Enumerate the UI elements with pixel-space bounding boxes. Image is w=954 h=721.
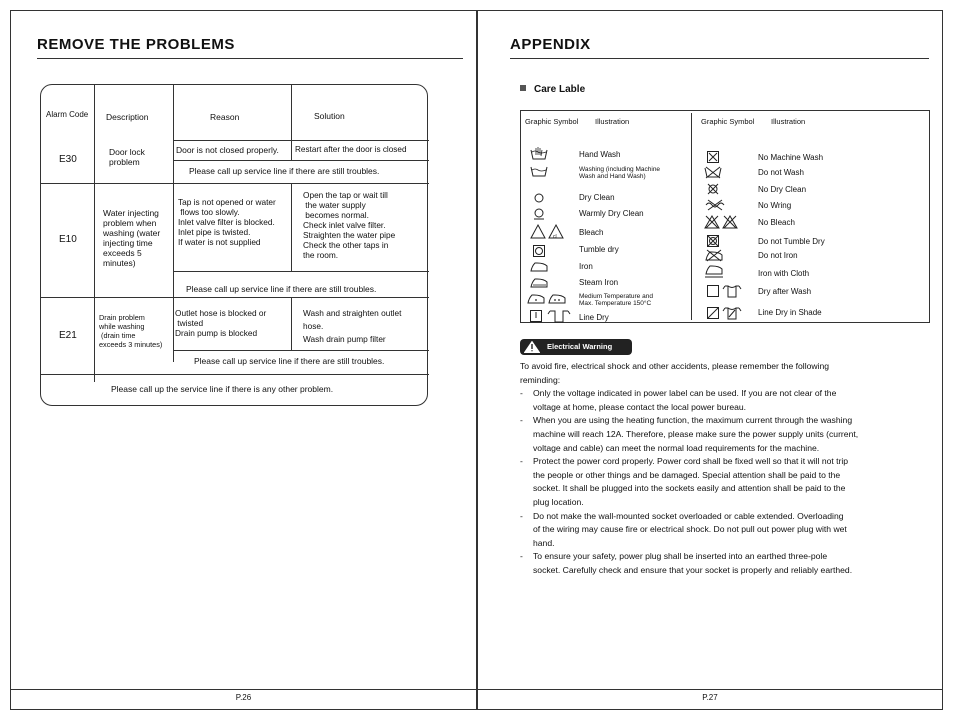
problem-description: Water injecting problem when washing (water injecting time exceeds 5 minutes) [103, 208, 161, 268]
no-machine-wash-icon [707, 151, 719, 163]
page-heading: APPENDIX [510, 36, 591, 53]
problem-solution: Open the tap or wait till the water supply becomes normal. Check inlet valve filter. Straighten the water pipe Check the other taps in the room. [303, 190, 396, 260]
care-item-label: Do not Iron [758, 251, 798, 260]
column-divider [691, 113, 692, 320]
page-number: P.26 [235, 693, 252, 702]
dry-clean-icon [534, 193, 544, 203]
care-item-label: Line Dry [579, 313, 609, 322]
table-divider [173, 160, 429, 161]
warning-text [520, 360, 915, 578]
troubleshooting-table [40, 84, 428, 406]
page-number: P.27 [702, 693, 718, 702]
alarm-code: E30 [59, 154, 77, 165]
care-item-label: Medium Temperature and Max. Temperature 150°C [579, 293, 653, 307]
alarm-code: E21 [59, 330, 77, 341]
warning-item: - Only the voltage indicated in power label can be used. If you are not clear of the voltage at home, please contact the local power bureau. [520, 388, 837, 412]
warning-item: - Protect the power cord properly. Power cord shall be fixed well so that it will not trip the people or other things and be damaged. Special attention shall be paid to the socket. It shall be plugged into the sockets easily and attention shall be paid to the plug location. [520, 456, 849, 507]
do-not-wash-icon [705, 167, 721, 178]
table-divider [291, 85, 292, 160]
care-item-label: Washing (including Machine Wash and Hand Wash) [579, 166, 661, 180]
table-divider [173, 85, 174, 362]
header-description: Description [106, 112, 149, 122]
page-heading: REMOVE THE PROBLEMS [37, 36, 235, 53]
service-note: Please call up service line if there are still troubles. [186, 284, 377, 294]
care-item-label: Iron with Cloth [758, 269, 810, 278]
dry-after-wash-icon [707, 285, 741, 298]
footer-rule [478, 689, 942, 690]
care-item-label: Hand Wash [579, 150, 621, 159]
service-note: Please call up service line if there are still troubles. [194, 356, 385, 366]
header-reason: Reason [210, 112, 240, 122]
heading-rule [510, 58, 929, 59]
table-divider [41, 183, 173, 184]
line-dry-in-shade-icon [707, 307, 741, 320]
table-divider [41, 374, 429, 375]
col-graphic-symbol: Graphic Symbol [525, 117, 579, 126]
warm-dry-clean-icon [533, 208, 545, 220]
heading-rule [37, 58, 463, 59]
do-not-tumble-dry-icon [707, 235, 719, 247]
care-item-label: Bleach [579, 228, 604, 237]
tumble-dry-icon [533, 245, 545, 257]
do-not-iron-icon [705, 250, 723, 261]
care-item-label: Dry Clean [579, 193, 615, 202]
care-item-label: Dry after Wash [758, 287, 812, 296]
header-alarm-code: Alarm Code [46, 110, 89, 119]
left-page [10, 10, 477, 710]
care-item-label: Iron [579, 262, 593, 271]
care-item-label: Steam Iron [579, 278, 619, 287]
care-item-label: Do not Wash [758, 168, 804, 177]
col-graphic-symbol: Graphic Symbol [701, 117, 755, 126]
table-divider [173, 140, 429, 141]
table-divider [94, 85, 95, 382]
col-illustration: Illustration [771, 117, 806, 126]
problem-description: Door lock problem [109, 147, 145, 167]
table-footer-note: Please call up the service line if there is any other problem. [111, 384, 334, 394]
care-item-label: Line Dry in Shade [758, 308, 822, 317]
iron-temperature-icon [527, 294, 567, 304]
header-solution: Solution [314, 111, 345, 121]
care-label-box [520, 110, 930, 323]
care-item-label: No Dry Clean [758, 185, 807, 194]
service-note: Please call up service line if there are still troubles. [189, 166, 380, 176]
right-page [477, 10, 943, 710]
bleach-icon [531, 225, 565, 239]
no-bleach-icon [705, 215, 739, 229]
care-label-title: Care Lable [520, 84, 585, 95]
table-divider [173, 183, 429, 184]
no-wring-icon [705, 199, 725, 211]
problem-reason: Door is not closed properly. [176, 145, 279, 155]
problem-reason: Outlet hose is blocked or twisted Drain pump is blocked [175, 308, 267, 338]
electrical-warning-badge: Electrical Warning [520, 339, 632, 355]
warning-intro: To avoid fire, electrical shock and other accidents, please remember the following reminding: [520, 361, 830, 385]
table-divider [291, 297, 292, 350]
warning-triangle-icon [524, 341, 540, 353]
table-divider [291, 183, 292, 271]
col-illustration: Illustration [595, 117, 630, 126]
problem-reason: Tap is not opened or water flows too slowly. Inlet valve filter is blocked. Inlet pipe is twisted. If water is not supplied [178, 197, 276, 247]
hand-wash-icon [531, 147, 547, 161]
no-dry-clean-icon [707, 183, 719, 195]
problem-description: Drain problem while washing (drain time exceeds 3 minutes) [99, 313, 163, 349]
warning-item: - Do not make the wall-mounted socket overloaded or cable extended. Overloading of the wiring may cause fire or electrical shock. Do not pull out power plug with wet hand. [520, 510, 847, 548]
table-divider [173, 271, 429, 272]
care-item-label: Warmly Dry Clean [579, 209, 644, 218]
line-dry-icon [530, 310, 570, 323]
care-item-label: No Bleach [758, 218, 795, 227]
iron-with-cloth-icon [705, 266, 723, 278]
care-item-label: Tumble dry [579, 245, 619, 254]
bleach-cl-text: cl [553, 234, 557, 240]
table-divider [173, 350, 429, 351]
bullet-square-icon [520, 85, 526, 91]
care-item-label: Do not Tumble Dry [758, 237, 825, 246]
table-divider [41, 297, 429, 298]
warning-item: - When you are using the heating function, the maximum current through the washing machine will reach 12A. Therefore, please make sure the power supply units (current, voltage and cable) can meet the normal load requirements for the machine. [520, 415, 859, 453]
alarm-code: E10 [59, 234, 77, 245]
care-item-label: No Wring [758, 201, 792, 210]
iron-icon [530, 262, 548, 272]
care-item-label: No Machine Wash [758, 153, 824, 162]
problem-solution: Wash and straighten outlet hose. Wash drain pump filter [303, 308, 402, 344]
problem-solution: Restart after the door is closed [295, 145, 407, 154]
warning-item: - To ensure your safety, power plug shall be inserted into an earthed three-pole socket. Carefully check and ensure that your socket is properly and reliably earthed. [520, 551, 853, 575]
steam-iron-icon [530, 278, 548, 288]
machine-wash-icon [531, 167, 547, 177]
footer-rule [11, 689, 476, 690]
